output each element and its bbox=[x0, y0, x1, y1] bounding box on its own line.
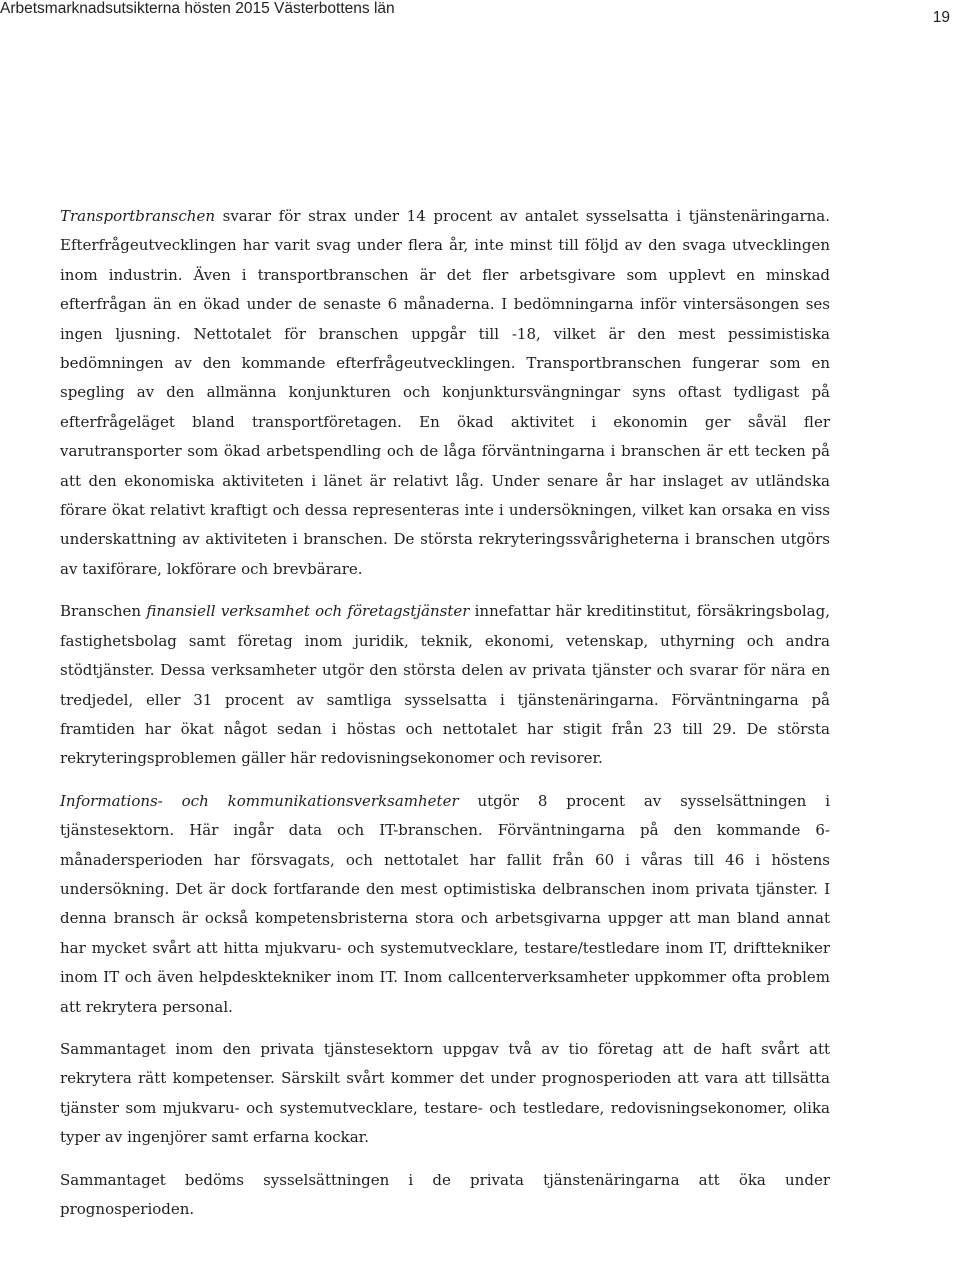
page-number: 19 bbox=[932, 9, 950, 26]
paragraph-intro: Branschen bbox=[60, 602, 147, 621]
paragraph-text: utgör 8 procent av sysselsättningen i tjänstesektorn. Här ingår data och IT-branschen. Förväntningarna på den kommande 6-månadersperioden har försvagats, och nettotalet har fallit från 60 i våras till 46 i höstens undersökning. Det är dock fortfarande den mest optimistiska delbranschen inom privata tjänster. I denna bransch är också kompetensbristerna stora och arbetsgivarna uppger att man bland annat har mycket svårt att hitta mjukvaru- och systemutvecklare, testare/testledare inom IT, drifttekniker inom IT och även helpdesktekniker inom IT. Inom callcenterverksamheter uppkommer ofta problem att rekrytera personal. bbox=[60, 791, 830, 1016]
paragraph-lead: Informations- och kommunikationsverksamheter bbox=[60, 791, 459, 810]
paragraph-summary bbox=[60, 1035, 830, 1153]
paragraph-lead: finansiell verksamhet och företagstjänster bbox=[146, 602, 470, 621]
paragraph-transport bbox=[60, 202, 830, 584]
paragraph-text: Sammantaget bedöms sysselsättningen i de privata tjänstenäringarna att öka under prognosperioden. bbox=[60, 1170, 830, 1218]
paragraph-text: innefattar här kreditinstitut, försäkringsbolag, fastighetsbolag samt företag inom juridik, teknik, ekonomi, vetenskap, uthyrning och andra stödtjänster. Dessa verksamheter utgör den största delen av privata tjänster och svarar för nära en tredjedel, eller 31 procent av samtliga sysselsatta i tjänstenäringarna. Förväntningarna på framtiden har ökat något sedan i höstas och nettotalet har stigit från 23 till 29. De största rekryteringsproblemen gäller här redovisningsekonomer och revisorer. bbox=[60, 602, 830, 768]
page-header bbox=[0, 0, 960, 40]
body-text bbox=[60, 202, 830, 1237]
paragraph-conclusion bbox=[60, 1166, 830, 1225]
document-title: Arbetsmarknadsutsikterna hösten 2015 Västerbottens län bbox=[0, 0, 395, 17]
paragraph-lead: Transportbranschen bbox=[60, 207, 215, 225]
paragraph-information bbox=[60, 787, 830, 1022]
paragraph-text: Sammantaget inom den privata tjänstesektorn uppgav två av tio företag att de haft svårt att rekrytera rätt kompetenser. Särskilt svårt kommer det under prognosperioden att vara att tillsätta tjänster som mjukvaru- och systemutvecklare, testare- och testledare, redovisningsekonomer, olika typer av ingenjörer samt erfarna kockar. bbox=[60, 1039, 830, 1147]
paragraph-finance bbox=[60, 597, 830, 773]
paragraph-text: svarar för strax under 14 procent av antalet sysselsatta i tjänstenäringarna. Efterfrågeutvecklingen har varit svag under flera år, inte minst till följd av den svaga utvecklingen inom industrin. Även i transportbranschen är det fler arbetsgivare som upplevt en minskad efterfrågan än en ökad under de senaste 6 månaderna. I bedömningarna inför vintersäsongen ses ingen ljusning. Nettotalet för branschen uppgår till -18, vilket är den mest pessimistiska bedömningen av den kommande efterfrågeutvecklingen. Transportbranschen fungerar som en spegling av den allmänna konjunkturen och konjunktursvängningar syns oftast tydligast på efterfrågeläget bland transportföretagen. En ökad aktivitet i ekonomin ger såväl fler varutransporter som ökad arbetspendling och de låga förväntningarna i branschen är ett tecken på att den ekonomiska aktiviteten i länet är relativt låg. Under senare år har inslaget av utländska förare ökat relativt kraftigt och dessa representeras inte i undersökningen, vilket kan orsaka en viss underskattning av aktiviteten i branschen. De största rekryteringssvårigheterna i branschen utgörs av taxiförare, lokförare och brevbärare. bbox=[60, 207, 830, 578]
